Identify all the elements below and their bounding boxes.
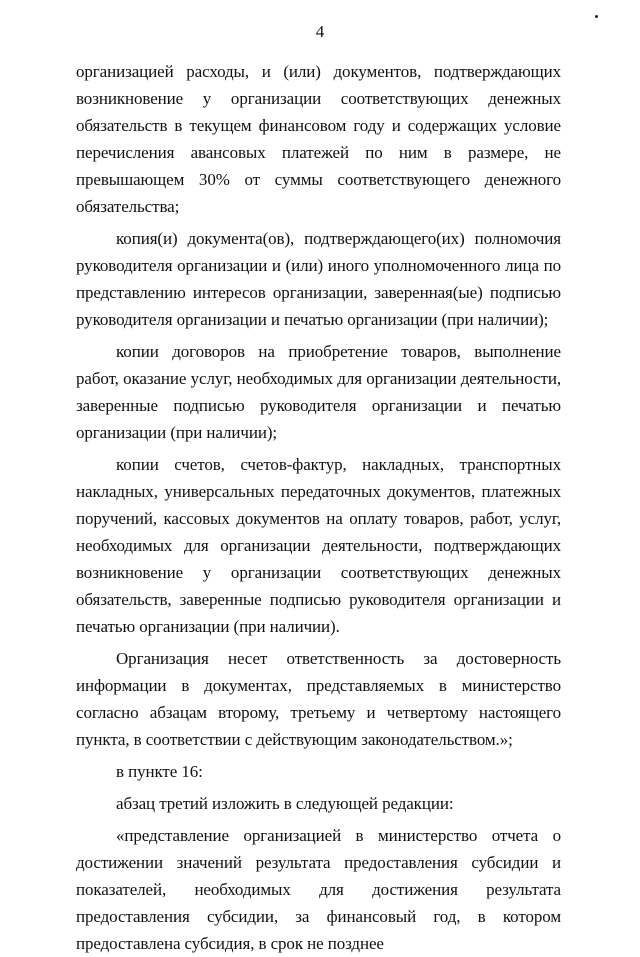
document-body — [76, 58, 561, 957]
paragraph-continuation: организацией расходы, и (или) документов, подтверждающих возникновение у организации соответствующих денежных обязательств в текущем финансовом году и содержащих условие перечисления авансовых платежей по ним в размере, не превышающем 30% от суммы соответствующего денежного обязательства; — [76, 62, 561, 216]
scan-speck — [595, 15, 598, 18]
paragraph-responsibility: Организация несет ответственность за достоверность информации в документах, представляемых в министерство согласно абзацам второму, третьему и четвертому настоящего пункта, в соответствии с действующим законодательством.»; — [76, 649, 561, 749]
paragraph-report-submission: «представление организацией в министерство отчета о достижении значений результата предоставления субсидии и показателей, необходимых для достижения результата предоставления субсидии, за финансовый год, в котором предоставлена субсидия, в срок не позднее — [76, 826, 561, 953]
paragraph-authority-copy: копия(и) документа(ов), подтверждающего(их) полномочия руководителя организации и (или) иного уполномоченного лица по представлению интересов организации, заверенная(ые) подписью руководителя организации и печатью организации (при наличии); — [76, 229, 561, 329]
paragraph-point-16: в пункте 16: — [116, 762, 203, 781]
paragraph-invoices-copy: копии счетов, счетов-фактур, накладных, транспортных накладных, универсальных передаточных документов, платежных поручений, кассовых документов на оплату товаров, работ, услуг, необходимых для организации деятельности, подтверждающих возникновение у организации соответствующих денежных обязательств, заверенные подписью руководителя организации и печатью организации (при наличии). — [76, 455, 561, 636]
paragraph-contracts-copy: копии договоров на приобретение товаров, выполнение работ, оказание услуг, необходимых для организации деятельности, заверенные подписью руководителя организации и печатью организации (при наличии); — [76, 342, 561, 442]
page-number: 4 — [315, 22, 325, 41]
paragraph-third-abzac: абзац третий изложить в следующей редакции: — [116, 794, 454, 813]
